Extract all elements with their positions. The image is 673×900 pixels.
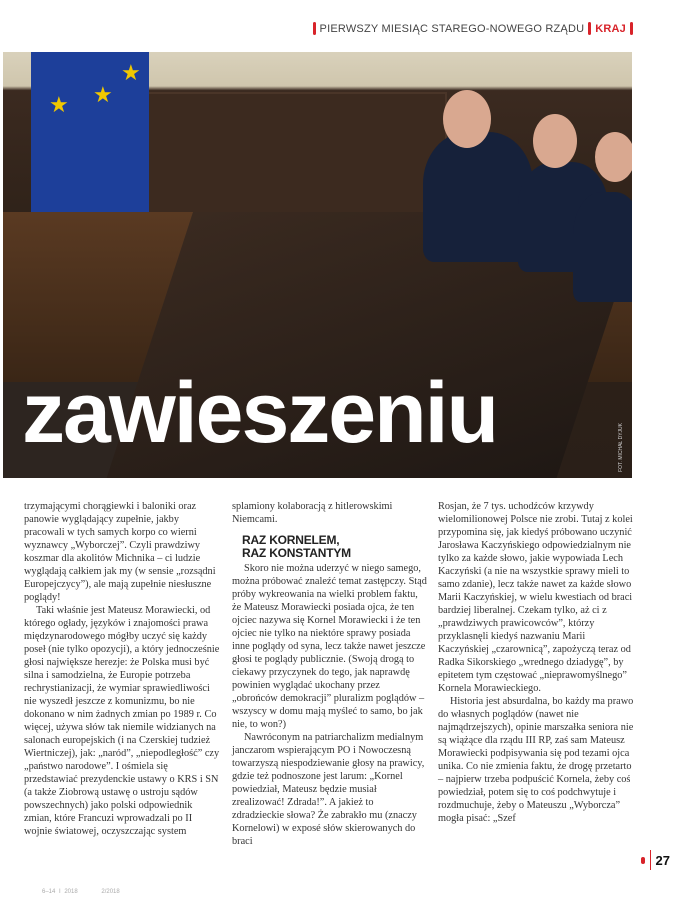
headline: zawieszeniu: [22, 365, 498, 461]
paragraph: splamiony kolaboracją z hitlerowskimi Niemcami.: [232, 501, 393, 525]
footer: [42, 889, 120, 896]
issue-date: 6–14 I 2018: [42, 889, 78, 895]
person: [423, 132, 533, 262]
section-tag: KRAJ: [595, 22, 626, 35]
page-number-block: [641, 850, 670, 870]
article-column-2: [232, 500, 428, 848]
person-face: [533, 114, 577, 168]
paragraph: Nawróconym na patriarchalizm medialnym janczarom wspierającym PO i Nowoczesną towarzyszą niespodziewanie głosy na prawicy, gdzie też podnoszone jest larum: „Kornel powiedział, Mateusz będzie musiał zrealizować! Zdrada!”. A jakież to zdradzieckie słowa? Że zabrakło mu (znaczy Kornelowi) w exposé słów skierowanych do braci: [232, 732, 425, 847]
paragraph: Skoro nie można uderzyć w niego samego, można próbować znaleźć temat zastępczy. Stąd próby wykreowania na wielki problem faktu, że Mateusz Morawiecki posiada ojca, że ten ojciec nazywa się Kornel Morawiecki i że ten ojciec nie tylko na niektóre sprawy posiada inne poglądy od syna, lecz także nawet jeszcze głosi te poglądy publicznie. (Swoją drogą to ciekawy przyczynek do tego, jak naprawdę powinien wyglądać ukochany przez „obrońców demokracji” pluralizm poglądów – wszyscy w domu mają myśleć to samo, bo jak nie, to won?): [232, 563, 427, 730]
subheading: [242, 534, 428, 560]
paragraph: Historia jest absurdalna, bo każdy ma prawo do własnych poglądów (nawet nie najmądrzejszych), opinie marszałka seniora nie są wiążące dla rządu III RP, zaś sam Mateusz Morawiecki podpisywania się pod tezami ojca unika. Co nie zmienia faktu, że drogę przetarto – najpierw trzeba podpuścić Kornela, żeby coś powiedział, potem się to coś podchwytuje i rozdmuchuje, żeby o Mateuszu „Wyborcza” mogła pisać: „Szef: [438, 696, 634, 824]
eu-flag: [31, 52, 149, 212]
person: [573, 192, 632, 302]
red-bar-icon: [588, 22, 591, 35]
paragraph: Rosjan, że 7 tys. uchodźców krzywdy wielomilionowej Polsce nie zrobi. Tutaj z kolei przypomina się, jak kiedyś próbowano uczynić Jarosława Kaczyńskiego odpowiedzialnym nie tylko za każde słowo, jakie wypowiada Lech Kaczyński (a nie na wszystkie sprawy mieli to samo zdanie), lecz także nawet za każde słowo Marii Kaczyńskiej, w wielu kwestiach od braci bardziej liberalnej. Czekam tylko, aż ci z „prawdziwych prawicowców”, którzy przyklasnęli kiedyś nazwaniu Marii Kaczyńskiej „czarownicą”, zapożyczą teraz od Radka Sikorskiego „wrednego dziadygę”, by epitetem tym częstować „nieprawomyślnego” Kornela Morawieckiego.: [438, 501, 633, 694]
section-title: PIERWSZY MIESIĄC STAREGO-NOWEGO RZĄDU: [319, 22, 585, 35]
issue-number: 2/2018: [101, 889, 120, 895]
person-face: [595, 132, 632, 182]
flag-star-icon: ★: [121, 60, 141, 85]
person-face: [443, 90, 491, 148]
flag-star-icon: ★: [93, 82, 113, 107]
article-column-1: [24, 500, 220, 838]
red-bar-icon: [313, 22, 316, 35]
red-bar-icon: [630, 22, 633, 35]
subheading-line: RAZ KORNELEM,: [242, 533, 340, 547]
subheading-line: RAZ KONSTANTYM: [242, 546, 351, 560]
flag-star-icon: ★: [49, 92, 69, 117]
paragraph: trzymającymi chorągiewki i baloniki oraz panowie wyglądający zupełnie, jakby pracowali w tych samych korpo co wierni wyznawcy „Wyborczej”. Czyli prawdziwy koszmar dla akolitów Michnika – ci ludzie wyglądają całkiem jak my (w sensie „rozsądni Europejczycy”), ale mają zupełnie niesłuszne poglądy!: [24, 501, 216, 603]
paragraph: Taki właśnie jest Mateusz Morawiecki, od którego ogłady, języków i znajomości prawa międzynarodowego mógłby uczyć się każdy poseł (nie tylko opozycji), a który jednocześnie głosi największe herezje: że Polska musi być silna i samodzielna, że Europie potrzeba rechrystianizacji, że wymiar sprawiedliwości nie wyszedł jeszcze z komunizmu, bo nie dokonano w nim żadnych zmian po 1989 r. Co więcej, używa słów tak niemile widzianych na salonach europejskich (i na Czerskiej tudzież Wiertniczej), jak: „naród”, „niepodległość” czy „państwo narodowe”. I ośmiela się przedstawiać prezydenckie ustawy o KRS i SN (a także Ziobrową ustawę o ustroju sądów powszechnych) jako polski odpowiednik zmian, które Francuzi wprowadzali po II wojnie światowej, oczyszczając system: [24, 605, 220, 837]
section-header: [313, 22, 633, 35]
end-mark-icon: [641, 857, 645, 864]
divider: [650, 850, 651, 870]
wall-panel: [143, 92, 447, 226]
article-column-3: [438, 500, 634, 825]
photo-credit: FOT. MICHAŁ DYJUK: [618, 423, 624, 472]
page-number: 27: [655, 852, 670, 868]
